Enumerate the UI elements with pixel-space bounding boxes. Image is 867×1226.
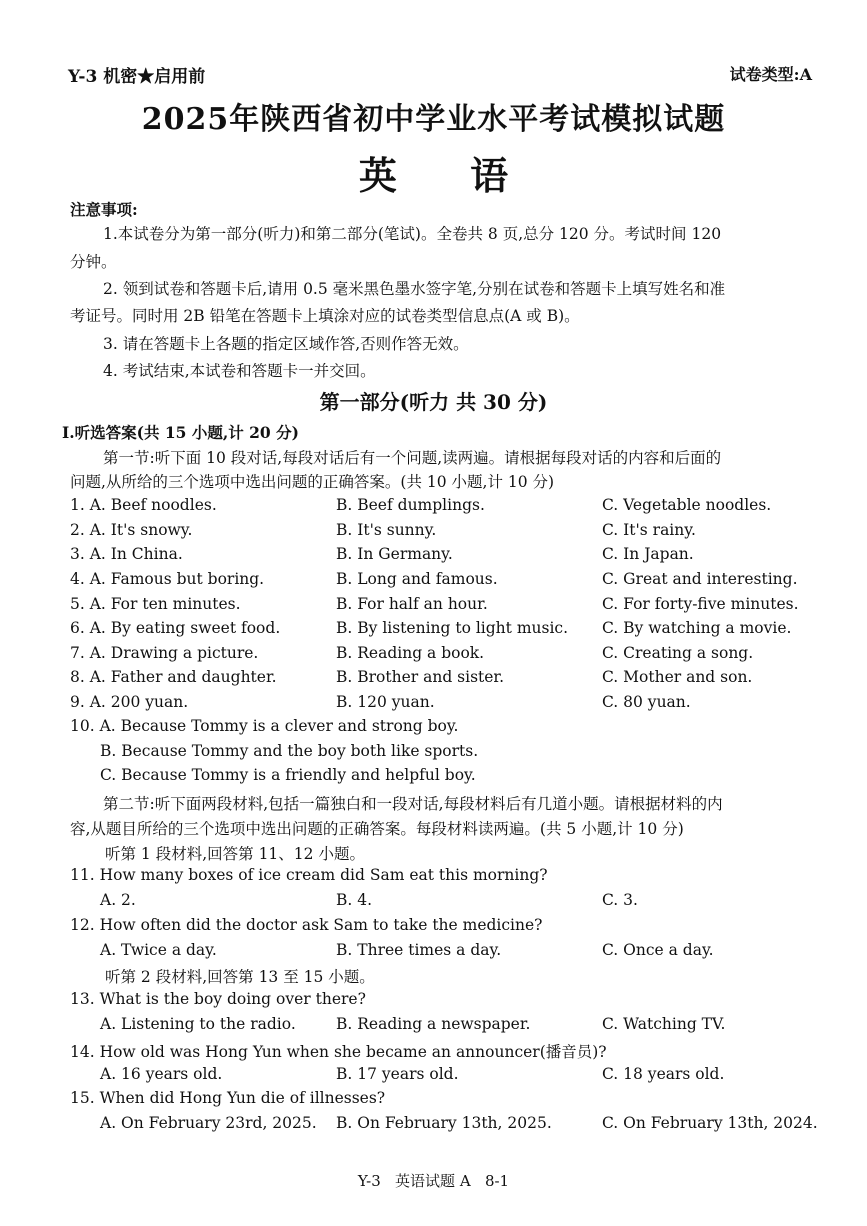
q8-option-a: 8. A. Father and daughter. bbox=[70, 668, 277, 686]
q6-option-c: C. By watching a movie. bbox=[602, 619, 792, 637]
exam-title: 2025年陕西省初中学业水平考试模拟试题 bbox=[141, 102, 726, 137]
section-i-heading: Ⅰ.听选答案(共 15 小题,计 20 分) bbox=[62, 423, 299, 442]
page-footer: Y-3 英语试题 A 8-1 bbox=[357, 1172, 510, 1190]
q2-option-c: C. It's rainy. bbox=[602, 521, 696, 539]
notes-heading: 注意事项: bbox=[70, 200, 138, 219]
q12-option-a: A. Twice a day. bbox=[100, 941, 217, 959]
part-1-title: 第一部分(听力 共 30 分) bbox=[319, 390, 548, 414]
q15-option-a: A. On February 23rd, 2025. bbox=[100, 1114, 317, 1132]
q1-option-b: B. Beef dumplings. bbox=[336, 496, 485, 514]
confidential-label: Y-3 机密★启用前 bbox=[68, 67, 206, 87]
section-2-instructions-a: 第二节:听下面两段材料,包括一篇独白和一段对话,每段材料后有几道小题。请根据材料的内 bbox=[103, 795, 723, 813]
q4-option-b: B. Long and famous. bbox=[336, 570, 498, 588]
q5-option-b: B. For half an hour. bbox=[336, 595, 488, 613]
q13-option-a: A. Listening to the radio. bbox=[100, 1015, 296, 1033]
note-4: 4. 考试结束,本试卷和答题卡一并交回。 bbox=[103, 362, 376, 380]
q15-option-c: C. On February 13th, 2024. bbox=[602, 1114, 818, 1132]
q9-option-c: C. 80 yuan. bbox=[602, 693, 691, 711]
section-1-instructions-b: 问题,从所给的三个选项中选出问题的正确答案。(共 10 小题,计 10 分) bbox=[70, 473, 555, 491]
q7-option-c: C. Creating a song. bbox=[602, 644, 754, 662]
note-3: 3. 请在答题卡上各题的指定区域作答,否则作答无效。 bbox=[103, 335, 469, 353]
q3-option-a: 3. A. In China. bbox=[70, 545, 183, 563]
q2-option-a: 2. A. It's snowy. bbox=[70, 521, 193, 539]
q9-option-b: B. 120 yuan. bbox=[336, 693, 435, 711]
q10-option-a: 10. A. Because Tommy is a clever and strong boy. bbox=[70, 717, 459, 735]
q10-option-b: B. Because Tommy and the boy both like sports. bbox=[100, 742, 479, 760]
q3-option-c: C. In Japan. bbox=[602, 545, 694, 563]
q5-option-a: 5. A. For ten minutes. bbox=[70, 595, 241, 613]
q7-option-b: B. Reading a book. bbox=[336, 644, 485, 662]
q1-option-c: C. Vegetable noodles. bbox=[602, 496, 772, 514]
q14-option-c: C. 18 years old. bbox=[602, 1065, 725, 1083]
q15-stem: 15. When did Hong Yun die of illnesses? bbox=[70, 1089, 386, 1107]
q14-option-a: A. 16 years old. bbox=[100, 1065, 223, 1083]
note-1-line-b: 分钟。 bbox=[70, 253, 117, 271]
note-2-line-a: 2. 领到试卷和答题卡后,请用 0.5 毫米黑色墨水签字笔,分别在试卷和答题卡上填写姓名和准 bbox=[103, 280, 726, 298]
paper-type-label: 试卷类型:A bbox=[729, 65, 812, 84]
q1-option-a: 1. A. Beef noodles. bbox=[70, 496, 217, 514]
q15-option-b: B. On February 13th, 2025. bbox=[336, 1114, 552, 1132]
q8-option-b: B. Brother and sister. bbox=[336, 668, 505, 686]
q11-option-c: C. 3. bbox=[602, 891, 638, 909]
q4-option-a: 4. A. Famous but boring. bbox=[70, 570, 265, 588]
q3-option-b: B. In Germany. bbox=[336, 545, 453, 563]
q12-stem: 12. How often did the doctor ask Sam to take the medicine? bbox=[70, 916, 543, 934]
note-1-line-a: 1.本试卷分为第一部分(听力)和第二部分(笔试)。全卷共 8 页,总分 120 分。考试时间 120 bbox=[103, 225, 722, 243]
q14-option-b: B. 17 years old. bbox=[336, 1065, 459, 1083]
q6-option-a: 6. A. By eating sweet food. bbox=[70, 619, 281, 637]
note-2-line-b: 考证号。同时用 2B 铅笔在答题卡上填涂对应的试卷类型信息点(A 或 B)。 bbox=[70, 307, 580, 325]
q8-option-c: C. Mother and son. bbox=[602, 668, 753, 686]
material-2-instruction: 听第 2 段材料,回答第 13 至 15 小题。 bbox=[105, 968, 375, 986]
q13-option-c: C. Watching TV. bbox=[602, 1015, 726, 1033]
q13-option-b: B. Reading a newspaper. bbox=[336, 1015, 531, 1033]
subject-title: 英 语 bbox=[358, 153, 539, 198]
q2-option-b: B. It's sunny. bbox=[336, 521, 437, 539]
q11-stem: 11. How many boxes of ice cream did Sam eat this morning? bbox=[70, 866, 548, 884]
q12-option-b: B. Three times a day. bbox=[336, 941, 502, 959]
section-2-instructions-b: 容,从题目所给的三个选项中选出问题的正确答案。每段材料读两遍。(共 5 小题,计 10 分) bbox=[70, 820, 684, 838]
q13-stem: 13. What is the boy doing over there? bbox=[70, 990, 366, 1008]
q4-option-c: C. Great and interesting. bbox=[602, 570, 798, 588]
q5-option-c: C. For forty-five minutes. bbox=[602, 595, 799, 613]
material-1-instruction: 听第 1 段材料,回答第 11、12 小题。 bbox=[105, 845, 365, 863]
q6-option-b: B. By listening to light music. bbox=[336, 619, 569, 637]
q9-option-a: 9. A. 200 yuan. bbox=[70, 693, 189, 711]
section-1-instructions-a: 第一节:听下面 10 段对话,每段对话后有一个问题,读两遍。请根据每段对话的内容和后面的 bbox=[103, 449, 722, 467]
q10-option-c: C. Because Tommy is a friendly and helpful boy. bbox=[100, 766, 476, 784]
q14-stem: 14. How old was Hong Yun when she became an announcer(播音员)? bbox=[70, 1043, 607, 1061]
q11-option-b: B. 4. bbox=[336, 891, 373, 909]
q12-option-c: C. Once a day. bbox=[602, 941, 714, 959]
q7-option-a: 7. A. Drawing a picture. bbox=[70, 644, 259, 662]
q11-option-a: A. 2. bbox=[100, 891, 136, 909]
